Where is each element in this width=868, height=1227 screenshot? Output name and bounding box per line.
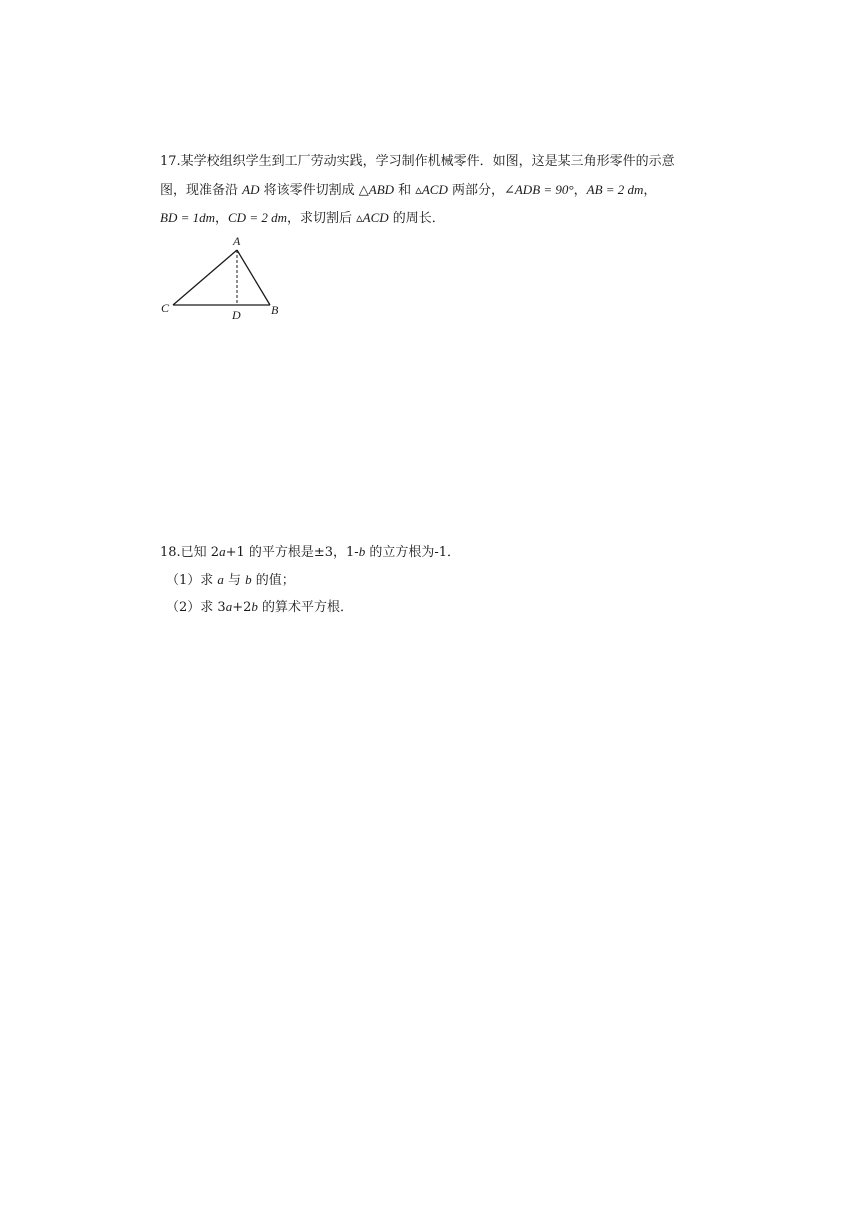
- angle-adb: ∠ADB = 90°: [503, 182, 574, 197]
- segment-ad: AD: [242, 182, 260, 197]
- q18-text: +1 的平方根是±3，1-: [225, 545, 359, 560]
- q18-text: 的值；: [251, 573, 295, 588]
- q18-text-line-1: [160, 543, 460, 562]
- triangle-acd: ACD: [421, 182, 448, 197]
- length-ab: AB = 2 dm: [586, 182, 644, 197]
- vertex-label-b: B: [271, 303, 279, 317]
- q18-part-1: [166, 571, 295, 590]
- vertex-label-c: C: [161, 301, 170, 315]
- var-b: b: [245, 572, 252, 587]
- q18-text: 与: [223, 573, 246, 588]
- length-bd: BD = 1dm: [160, 210, 215, 225]
- side-ca: [173, 250, 237, 305]
- q17-text-line-2: [160, 181, 656, 200]
- q18-text: （1）求: [166, 573, 218, 588]
- vertex-label-a: A: [233, 234, 241, 248]
- var-b: b: [251, 599, 258, 614]
- q18-text: 18.已知 2: [160, 545, 220, 560]
- q17-text: 图，现准备沿: [160, 183, 243, 198]
- vertex-label-d: D: [232, 308, 241, 322]
- q18-text: （2）求 3: [166, 600, 226, 615]
- triangle-acd: ACD: [362, 210, 389, 225]
- q17-text: ，: [643, 183, 657, 198]
- q17-text: 的周长．: [388, 211, 445, 226]
- q18-text: 的算术平方根．: [257, 600, 353, 615]
- q18-text: +2: [232, 600, 252, 615]
- side-ab: [237, 250, 270, 305]
- q17-text: 和 ▵: [394, 183, 422, 198]
- q17-text: ，: [215, 211, 229, 226]
- var-a: a: [217, 572, 224, 587]
- q17-text: 两部分，: [447, 183, 504, 198]
- q17-text: ，求切割后 ▵: [287, 211, 363, 226]
- q17-text-line-1: 17.某学校组织学生到工厂劳动实践，学习制作机械零件．如图，这是某三角形零件的示意: [160, 154, 675, 169]
- var-a: a: [225, 599, 233, 614]
- triangle-figure: [155, 232, 295, 324]
- length-cd: CD = 2 dm: [228, 210, 287, 225]
- q17-text: 将该零件切割成 △: [259, 183, 369, 198]
- var-a: a: [219, 544, 226, 559]
- triangle-abd: ABD: [368, 182, 395, 197]
- q18-text: 的立方根为-1．: [365, 545, 460, 560]
- q17-text-line-3: [160, 209, 445, 228]
- q17-text: ，: [573, 183, 587, 198]
- q18-part-2: [166, 598, 353, 617]
- var-b: b: [358, 544, 366, 559]
